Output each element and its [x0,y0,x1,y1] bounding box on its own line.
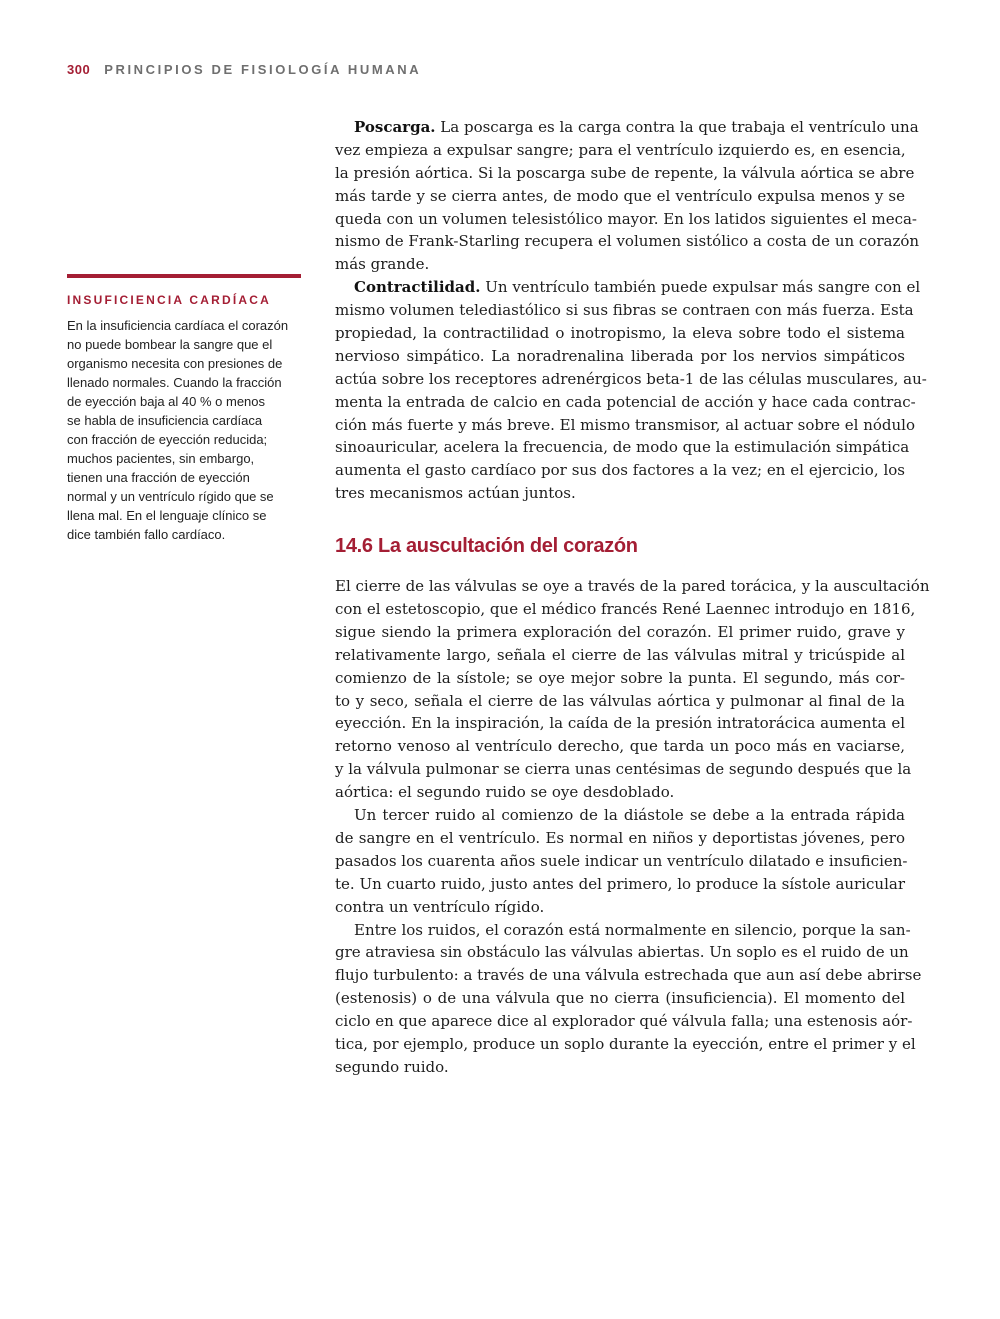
text-line: eyección. En la inspiración, la caída de la presión intratorácica aumenta el [335,714,905,733]
text-line: contra un ventrículo rígido. [335,897,545,916]
sidebar-line: organismo necesita con presiones de [67,356,283,371]
text-line: (estenosis) o de una válvula que no cierra (insuficiencia). El momento del [335,989,905,1008]
text-line: más tarde y se cierra antes, de modo que el ventrículo expulsa menos y se [335,186,905,205]
text-line: El cierre de las válvulas se oye a través de la pared torácica, y la auscultación [335,577,930,596]
text-line [335,116,919,139]
sidebar-line: llenado normales. Cuando la fracción [67,375,282,390]
text-line: te. Un cuarto ruido, justo antes del primero, lo produce la sístole auricular [335,874,905,893]
text-line: vez empieza a expulsar sangre; para el ventrículo izquierdo es, en esencia, [335,140,906,159]
sidebar-title: INSUFICIENCIA CARDÍACA [67,293,271,307]
text-line: tica, por ejemplo, produce un soplo durante la eyección, entre el primer y el [335,1034,916,1053]
text-line: tres mecanismos actúan juntos. [335,484,576,503]
sidebar-line: muchos pacientes, sin embargo, [67,451,255,466]
text-line: gre atraviesa sin obstáculo las válvulas abiertas. Un soplo es el ruido de un [335,943,909,962]
text-line: actúa sobre los receptores adrenérgicos beta-1 de las células musculares, au- [335,369,927,388]
section-heading: 14.6 La auscultación del corazón [335,535,638,558]
text-line: nervioso simpático. La noradrenalina liberada por los nervios simpáticos [335,346,905,365]
text-line: comienzo de la sístole; se oye mejor sobre la punta. El segundo, más cor- [335,668,905,687]
text-line: ción más fuerte y más breve. El mismo transmisor, al actuar sobre el nódulo [335,415,915,434]
text-line: y la válvula pulmonar se cierra unas centésimas de segundo después que la [335,760,912,779]
main-column [335,116,930,1079]
paragraph-auscultacion [335,575,930,804]
text-line: con el estetoscopio, que el médico francés René Laennec introdujo en 1816, [335,600,916,619]
text-fragment: Un ventrículo también puede expulsar más sangre con el [485,278,921,297]
text-line: pasados los cuarenta años suele indicar un ventrículo dilatado e insuficien- [335,851,908,870]
text-line: to y seco, señala el cierre de las válvulas aórtica y pulmonar al final de la [335,691,905,710]
sidebar-line: normal y un ventrículo rígido que se [67,489,274,504]
text-line: flujo turbulento: a través de una válvula estrechada que aun así debe abrirse [335,966,922,985]
sidebar-line: dice también fallo cardíaco. [67,527,226,542]
text-line: segundo ruido. [335,1057,449,1076]
sidebar-line: se habla de insuficiencia cardíaca [67,413,263,428]
text-line: Entre los ruidos, el corazón está normalmente en silencio, porque la san- [354,920,911,939]
sidebar-text [67,316,301,544]
sidebar-line: de eyección baja al 40 % o menos [67,394,266,409]
text-line: propiedad, la contractilidad o inotropismo, la eleva sobre todo el sistema [335,324,905,343]
text-line: Un tercer ruido al comienzo de la diástole se debe a la entrada rápida [354,806,905,825]
text-line: mismo volumen telediastólico si sus fibras se contraen con más fuerza. Esta [335,301,914,320]
text-line: aumenta el gasto cardíaco por sus dos factores a la vez; en el ejercicio, los [335,461,905,480]
sidebar-line: llena mal. En el lenguaje clínico se [67,508,267,523]
lead-term: Poscarga. [354,118,436,136]
sidebar-line: no puede bombear la sangre que el [67,337,273,352]
book-title: PRINCIPIOS DE FISIOLOGÍA HUMANA [104,62,422,77]
running-head [67,61,421,79]
paragraph-soplos [335,919,922,1079]
text-line: queda con un volumen telesistólico mayor. En los latidos siguientes el meca- [335,209,918,228]
sidebar-line: En la insuficiencia cardíaca el corazón [67,318,289,333]
text-line: ciclo en que aparece dice al explorador qué válvula falla; una estenosis aór- [335,1012,913,1031]
text-line: la presión aórtica. Si la poscarga sube de repente, la válvula aórtica se abre [335,163,915,182]
sidebar-line: tienen una fracción de eyección [67,470,250,485]
text-line: retorno venoso al ventrículo derecho, que tarda un poco más en vaciarse, [335,737,905,756]
paragraph-tercer-ruido [335,804,908,918]
paragraph-poscarga [335,116,920,276]
text-line: aórtica: el segundo ruido se oye desdoblado. [335,783,675,802]
text-line: sinoauricular, acelera la frecuencia, de modo que la estimulación simpática [335,438,910,457]
text-line: relativamente largo, señala el cierre de las válvulas mitral y tricúspide al [335,645,905,664]
paragraph-contractilidad [335,276,927,505]
text-line [335,276,921,299]
text-line: más grande. [335,255,430,274]
text-line: sigue siendo la primera exploración del corazón. El primer ruido, grave y [335,622,905,641]
page-number: 300 [67,62,91,77]
sidebar-line: con fracción de eyección reducida; [67,432,268,447]
text-line: menta la entrada de calcio en cada potencial de acción y hace cada contrac- [335,392,916,411]
text-line: nismo de Frank-Starling recupera el volumen sistólico a costa de un corazón [335,232,920,251]
text-fragment: La poscarga es la carga contra la que trabaja el ventrículo una [440,118,919,136]
lead-term: Contractilidad. [354,278,481,297]
text-line: de sangre en el ventrículo. Es normal en niños y deportistas jóvenes, pero [335,828,905,847]
sidebar-box [67,274,301,544]
